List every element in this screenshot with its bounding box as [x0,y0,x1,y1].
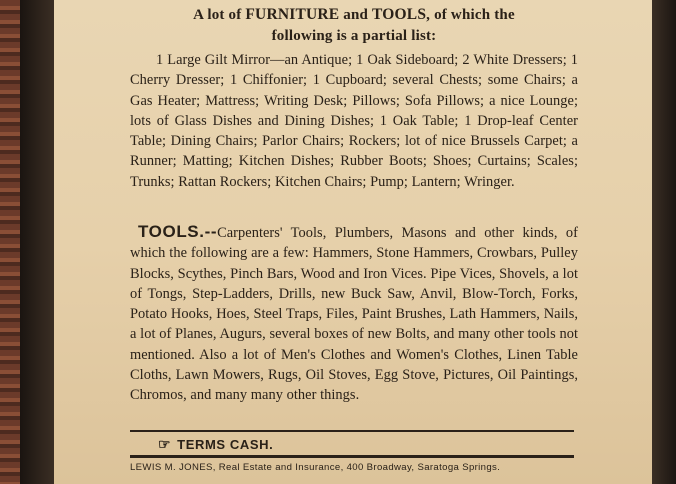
terms-text: TERMS CASH. [177,437,274,452]
footer-agent: LEWIS M. JONES, Real Estate and Insurance, 400 Broadway, Saratoga Springs. [130,462,501,473]
heading-line-1: A lot of FURNITURE and TOOLS, of which the [193,6,515,23]
heading-line-2: following is a partial list: [271,28,437,44]
heading-tools: TOOLS [372,6,427,23]
picture-frame-right [652,0,676,484]
pointing-hand-icon: ☞ [158,436,172,452]
divider-top [130,430,574,432]
divider-bottom [130,455,574,458]
picture-frame-left [0,0,20,484]
tools-text: Carpenters' Tools, Plumbers, Masons and other kinds, of which the following are a few: Hammers, Stone Hammers, Crowbars, Pulley Blocks, Scythes, Pinch Bars, Wood and Iron Vices. Pipe Vices, Shovels, a lot of Tongs, Step-Ladders, Drills, new Buck Saw, Anvil, Blow-Torch, Forks, Potato Hooks, Hoes, Steel Traps, Files, Paint Brushes, Lath Hammers, Nails, a lot of Planes, Augurs, several boxes of new Bolts, and many other tools not mentioned. Also a lot of Men's Clothes and Women's Clothes, Linen Table Cloths, Lawn Mowers, Rugs, Oil Stoves, Egg Stove, Pictures, Oil Paintings, Chromos, and many many other things. [130,225,578,404]
tools-heading: TOOLS.-- [138,222,218,241]
furniture-list: 1 Large Gilt Mirror—an Antique; 1 Oak Sideboard; 2 White Dressers; 1 Cherry Dresser; 1 Chiffonier; 1 Cupboard; several Chests; some Chairs; a Gas Heater; Mattress; Writing Desk; Pillows; Sofa Pillows; a nice Lounge; lots of Glass Dishes and Dining Dishes; 1 Oak Table; 1 Drop-leaf Center Table; Dining Chairs; Parlor Chairs; Rockers; lot of nice Brussels Carpet; a Runner; Matting; Kitchen Dishes; Rubber Boots; Shoes; Curtains; Scales; Trunks; Rattan Rockers; Kitchen Chairs; Pump; Lantern; Wringer. [130,52,578,190]
auction-notice [54,0,652,484]
notice-heading [134,4,574,47]
terms-cash [158,436,273,453]
tools-paragraph [130,222,578,406]
heading-furniture: FURNITURE [245,6,340,23]
frame-shadow [20,0,54,484]
